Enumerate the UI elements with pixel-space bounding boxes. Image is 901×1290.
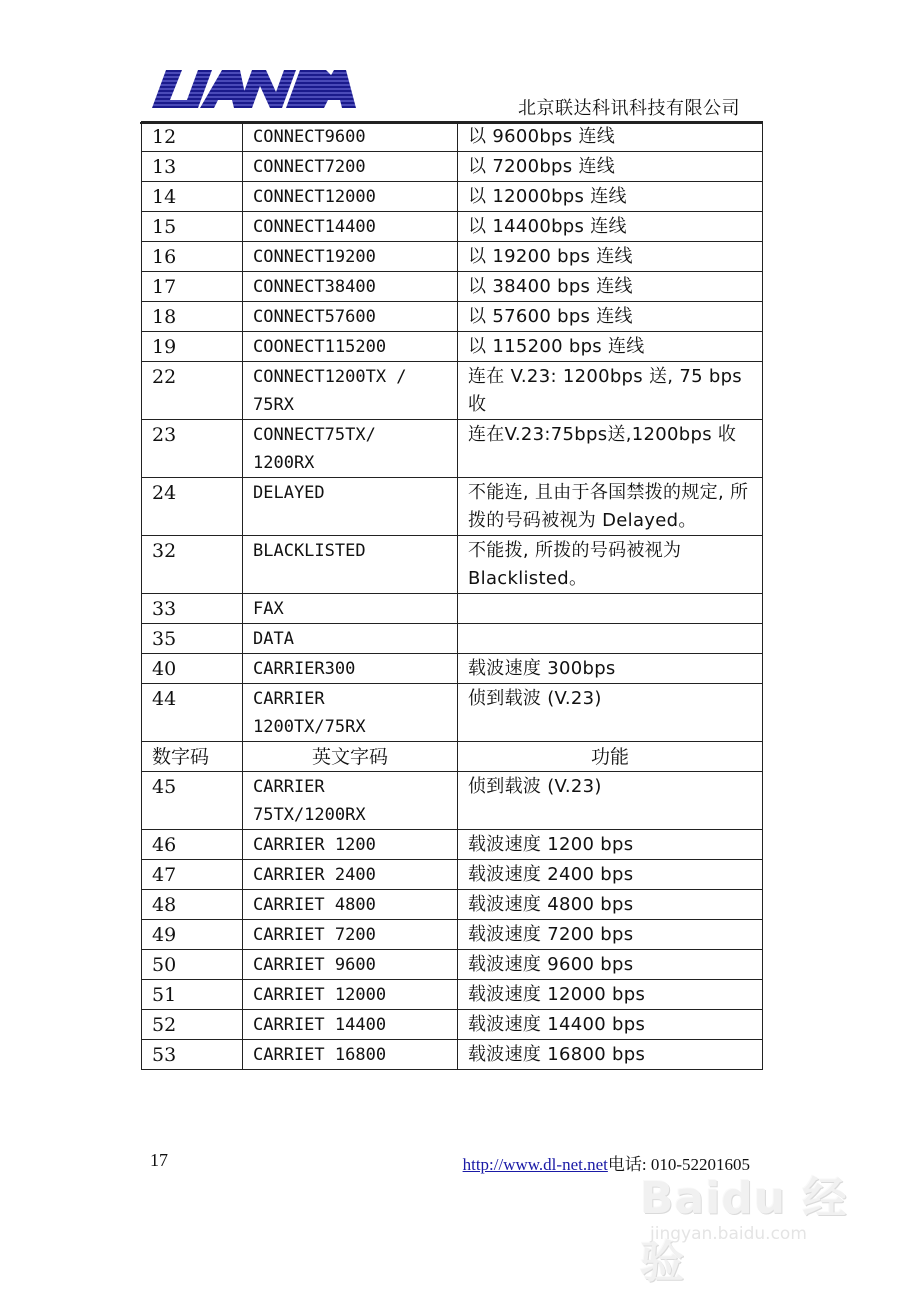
function-cell: 以 9600bps 连线: [458, 122, 763, 152]
name-cell: CARRIET 14400: [243, 1010, 458, 1040]
code-cell: 40: [142, 654, 243, 684]
function-cell: 载波速度 300bps: [458, 654, 763, 684]
code-cell: 18: [142, 302, 243, 332]
company-logo: [148, 66, 358, 110]
column-header-function: 功能: [458, 742, 763, 772]
table-row: [142, 684, 763, 742]
function-cell: [458, 594, 763, 624]
website-link[interactable]: http://www.dl-net.net: [462, 1155, 608, 1174]
name-cell: CARRIER 75TX/1200RX: [243, 772, 458, 830]
table-row: [142, 272, 763, 302]
table-row: [142, 420, 763, 478]
name-cell: CARRIET 16800: [243, 1040, 458, 1070]
function-cell: 以 12000bps 连线: [458, 182, 763, 212]
code-cell: 23: [142, 420, 243, 478]
table-row: [142, 772, 763, 830]
code-cell: 13: [142, 152, 243, 182]
function-cell: 侦到载波 (V.23): [458, 772, 763, 830]
code-cell: 47: [142, 860, 243, 890]
code-cell: 14: [142, 182, 243, 212]
function-cell: 以 7200bps 连线: [458, 152, 763, 182]
name-cell: CONNECT7200: [243, 152, 458, 182]
name-cell: CONNECT57600: [243, 302, 458, 332]
table-row: [142, 920, 763, 950]
page-header: [140, 60, 762, 122]
function-cell: 以 38400 bps 连线: [458, 272, 763, 302]
name-cell: DELAYED: [243, 478, 458, 536]
table-row: [142, 890, 763, 920]
table-row: [142, 860, 763, 890]
watermark: [640, 1150, 870, 1288]
name-cell: CARRIER 2400: [243, 860, 458, 890]
table-header-row: [142, 742, 763, 772]
name-cell: CONNECT19200: [243, 242, 458, 272]
name-cell: CONNECT9600: [243, 122, 458, 152]
function-cell: 载波速度 9600 bps: [458, 950, 763, 980]
code-cell: 44: [142, 684, 243, 742]
code-cell: 45: [142, 772, 243, 830]
function-cell: 载波速度 7200 bps: [458, 920, 763, 950]
name-cell: CARRIER 1200: [243, 830, 458, 860]
code-cell: 17: [142, 272, 243, 302]
name-cell: CONNECT12000: [243, 182, 458, 212]
table-row: [142, 594, 763, 624]
name-cell: CONNECT75TX/ 1200RX: [243, 420, 458, 478]
table-row: [142, 1040, 763, 1070]
function-cell: 不能拨, 所拨的号码被视为 Blacklisted。: [458, 536, 763, 594]
function-cell: 以 115200 bps 连线: [458, 332, 763, 362]
name-cell: CARRIET 4800: [243, 890, 458, 920]
code-cell: 19: [142, 332, 243, 362]
result-code-table: [141, 121, 762, 1070]
watermark-brand: Baidu 经验: [640, 1173, 848, 1288]
code-cell: 15: [142, 212, 243, 242]
table-row: [142, 980, 763, 1010]
table-row: [142, 1010, 763, 1040]
name-cell: CONNECT14400: [243, 212, 458, 242]
function-cell: 载波速度 2400 bps: [458, 860, 763, 890]
table-row: [142, 362, 763, 420]
name-cell: COONECT115200: [243, 332, 458, 362]
name-cell: CONNECT38400: [243, 272, 458, 302]
function-cell: [458, 624, 763, 654]
table-row: [142, 536, 763, 594]
phone-text: 电话: 010-52201605: [607, 1155, 750, 1174]
code-cell: 48: [142, 890, 243, 920]
table-row: [142, 654, 763, 684]
function-cell: 载波速度 16800 bps: [458, 1040, 763, 1070]
table-row: [142, 478, 763, 536]
code-cell: 33: [142, 594, 243, 624]
table-row: [142, 152, 763, 182]
function-cell: 侦到载波 (V.23): [458, 684, 763, 742]
table-row: [142, 122, 763, 152]
name-cell: CARRIET 12000: [243, 980, 458, 1010]
name-cell: FAX: [243, 594, 458, 624]
table-row: [142, 182, 763, 212]
code-cell: 50: [142, 950, 243, 980]
code-cell: 35: [142, 624, 243, 654]
watermark-url: jingyan.baidu.com: [650, 1224, 807, 1244]
name-cell: CARRIET 7200: [243, 920, 458, 950]
function-cell: 载波速度 14400 bps: [458, 1010, 763, 1040]
table-row: [142, 242, 763, 272]
name-cell: CARRIER300: [243, 654, 458, 684]
column-header-code: 数字码: [142, 742, 243, 772]
code-cell: 53: [142, 1040, 243, 1070]
name-cell: CONNECT1200TX / 75RX: [243, 362, 458, 420]
code-cell: 49: [142, 920, 243, 950]
table-row: [142, 332, 763, 362]
code-cell: 12: [142, 122, 243, 152]
page-number: 17: [150, 1150, 168, 1170]
name-cell: DATA: [243, 624, 458, 654]
code-cell: 24: [142, 478, 243, 536]
function-cell: 载波速度 12000 bps: [458, 980, 763, 1010]
table-row: [142, 212, 763, 242]
function-cell: 以 19200 bps 连线: [458, 242, 763, 272]
table-row: [142, 830, 763, 860]
function-cell: 以 57600 bps 连线: [458, 302, 763, 332]
name-cell: CARRIER 1200TX/75RX: [243, 684, 458, 742]
code-cell: 46: [142, 830, 243, 860]
function-cell: 连在V.23:75bps送,1200bps 收: [458, 420, 763, 478]
table-row: [142, 624, 763, 654]
table-row: [142, 302, 763, 332]
function-cell: 载波速度 1200 bps: [458, 830, 763, 860]
code-cell: 52: [142, 1010, 243, 1040]
table-row: [142, 950, 763, 980]
company-name: 北京联达科讯科技有限公司: [518, 98, 740, 119]
function-cell: 不能连, 且由于各国禁拨的规定, 所拨的号码被视为 Delayed。: [458, 478, 763, 536]
code-cell: 51: [142, 980, 243, 1010]
code-cell: 16: [142, 242, 243, 272]
column-header-name: 英文字码: [243, 742, 458, 772]
name-cell: BLACKLISTED: [243, 536, 458, 594]
code-cell: 32: [142, 536, 243, 594]
function-cell: 载波速度 4800 bps: [458, 890, 763, 920]
name-cell: CARRIET 9600: [243, 950, 458, 980]
code-cell: 22: [142, 362, 243, 420]
function-cell: 以 14400bps 连线: [458, 212, 763, 242]
function-cell: 连在 V.23: 1200bps 送, 75 bps 收: [458, 362, 763, 420]
